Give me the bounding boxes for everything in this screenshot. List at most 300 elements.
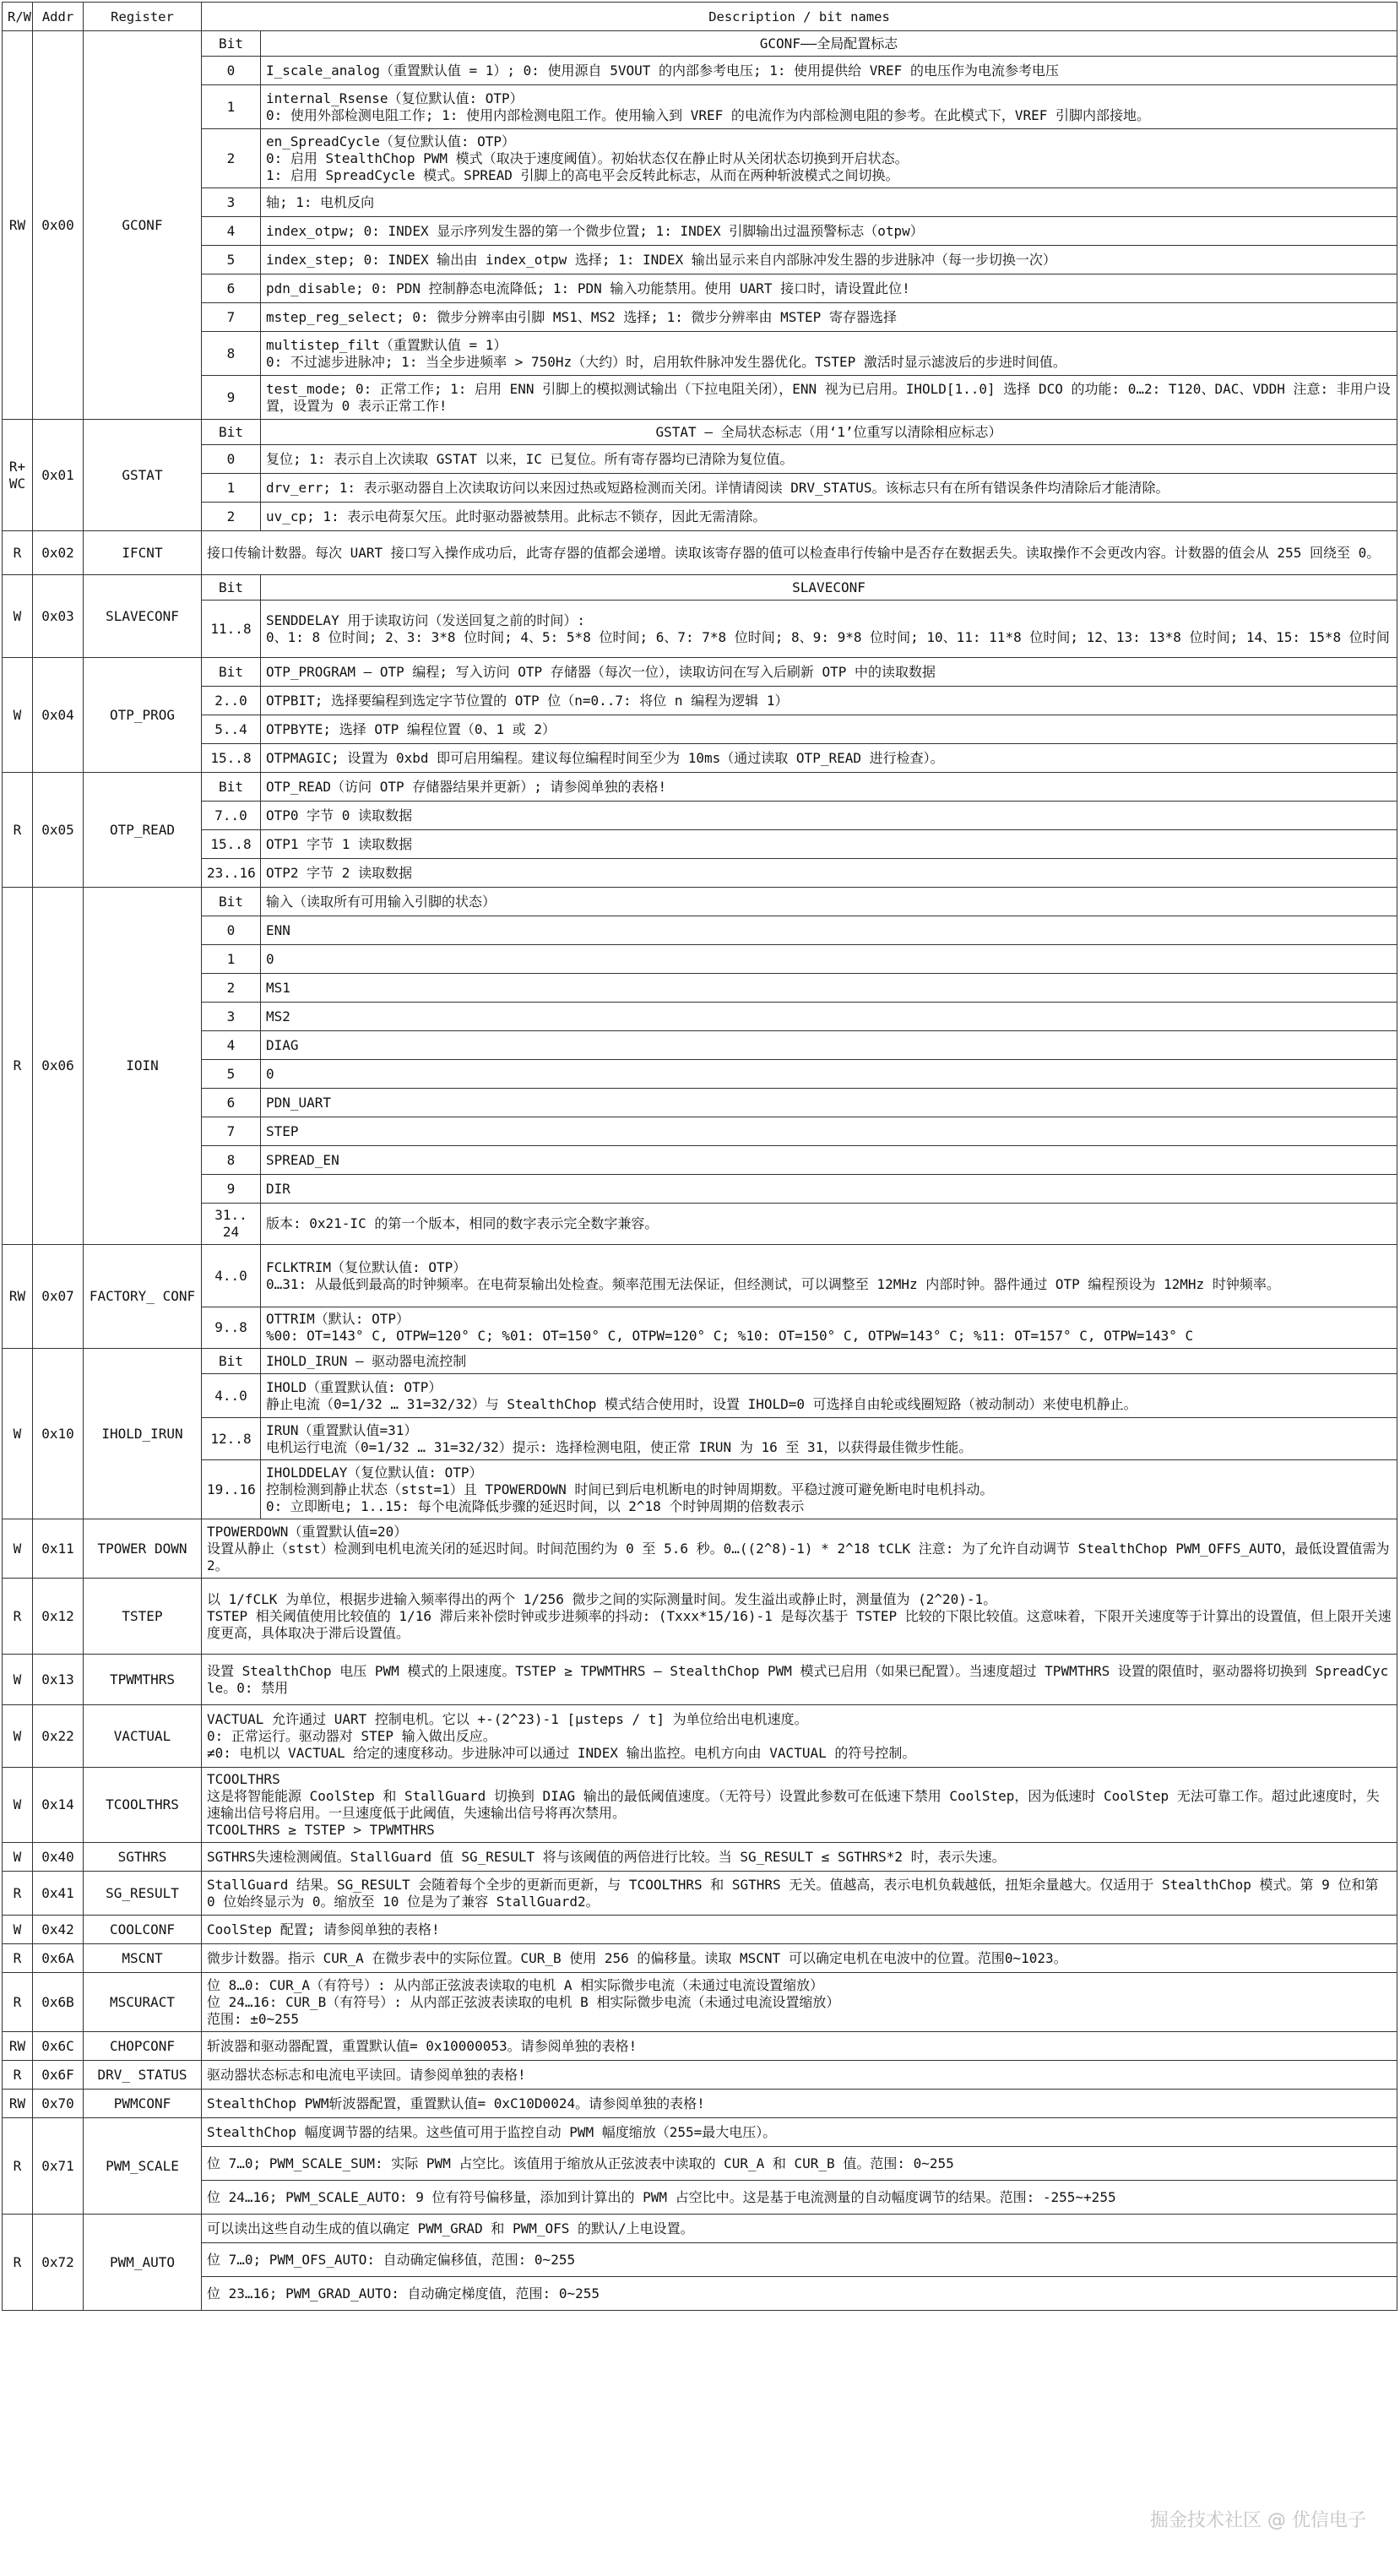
bitfield-row	[3, 129, 1397, 188]
register-description	[202, 1944, 1397, 1973]
bit-cell: 5..4	[202, 715, 261, 744]
description-line: OTTRIM（默认: OTP）	[266, 1311, 410, 1327]
rw-cell: W	[3, 1519, 33, 1579]
description-line: 设置 StealthChop 电压 PWM 模式的上限速度。TSTEP ≥ TPWMTHRS – StealthChop PWM 模式已启用（如果已配置）。当速度超过 TPWMTHRS 设置的限值时，驱动器将切换到 SpreadCycle。0: 禁用	[207, 1662, 1389, 1696]
description-line: OTP_PROGRAM – OTP 编程; 写入访问 OTP 存储器（每次一位），读取访问在写入后刷新 OTP 中的读取数据	[266, 663, 936, 680]
bitfield-row	[3, 376, 1397, 420]
description-line: IHOLD（重置默认值: OTP）	[266, 1378, 442, 1395]
bitfield-description	[261, 744, 1397, 773]
rw-cell: W	[3, 1768, 33, 1843]
bitfield-description	[261, 303, 1397, 332]
description-line: PDN_UART	[266, 1094, 332, 1111]
bitfield-description	[261, 1245, 1397, 1307]
description-line: 静止电流（0=1/32 … 31=32/32）与 StealthChop 模式结合使用时，设置 IHOLD=0 可选择自由轮或线圈短路（被动制动）来使电机静止。	[266, 1395, 1137, 1412]
description-line: OTP1 字节 1 读取数据	[266, 835, 413, 852]
header-register: Register	[84, 3, 202, 31]
register-description	[202, 2032, 1397, 2061]
bitfield-description	[261, 715, 1397, 744]
bitfield-description	[261, 1307, 1397, 1349]
rw-cell: W	[3, 1916, 33, 1944]
register-description	[202, 1973, 1397, 2032]
bit-cell: 1	[202, 85, 261, 129]
description-line: 控制检测到静止状态（stst=1）且 TPOWERDOWN 时间已到后电机断电的时钟周期数。平稳过渡可避免断电时电机抖动。	[266, 1481, 994, 1497]
bit-cell: 0	[202, 445, 261, 474]
rw-cell: R+ WC	[3, 420, 33, 531]
address-cell: 0x13	[33, 1655, 84, 1705]
description-line: 0: 立即断电; 1..15: 每个电流降低步骤的延迟时间，以 2^18 个时钟周期的倍数表示	[266, 1497, 805, 1514]
bitfield-row	[3, 2147, 1397, 2181]
bitfield-row	[3, 974, 1397, 1003]
address-cell: 0x11	[33, 1519, 84, 1579]
rw-cell: R	[3, 2061, 33, 2090]
bit-cell: 2..0	[202, 687, 261, 715]
register-row-gstat	[3, 420, 1397, 445]
bitfield-row	[3, 445, 1397, 474]
register-row-vactual	[3, 1705, 1397, 1768]
bitfield-description	[202, 2181, 1397, 2215]
register-row-pwmconf	[3, 2090, 1397, 2118]
bit-cell: 0	[202, 916, 261, 945]
description-line: StealthChop 幅度调节器的结果。这些值可用于监控自动 PWM 幅度缩放（255=最大电压）。	[207, 2123, 777, 2140]
address-cell: 0x00	[33, 31, 84, 420]
bitfield-row	[3, 916, 1397, 945]
bitfield-row	[3, 217, 1397, 246]
description-line: 这是将智能能源 CoolStep 和 StallGuard 切换到 DIAG 输出的最低阈值速度。（无符号）设置此参数可在低速下禁用 CoolStep，因为低速时 CoolStep 无法可靠工作。超过此速度时，失速输出信号将启用。一旦速度低于此阈值，失速输出信号将再次禁用。	[207, 1788, 1380, 1821]
register-name-cell: TCOOLTHRS	[84, 1768, 202, 1843]
address-cell: 0x6B	[33, 1973, 84, 2032]
header-addr: Addr	[33, 3, 84, 31]
bit-cell: 0	[202, 57, 261, 85]
bitfield-row	[3, 1060, 1397, 1089]
address-cell: 0x71	[33, 2118, 84, 2215]
rw-cell: W	[3, 1705, 33, 1768]
register-name-cell: PWM_AUTO	[84, 2215, 202, 2311]
bitfield-description	[261, 830, 1397, 859]
description-line: 输入（读取所有可用输入引脚的状态）	[266, 893, 497, 910]
description-line: 0: 启用 StealthChop PWM 模式（取决于速度阈值）。初始状态仅在静止时从关闭状态切换到开启状态。	[266, 149, 909, 166]
register-name-cell: OTP_PROG	[84, 658, 202, 773]
address-cell: 0x01	[33, 420, 84, 531]
bitfield-row	[3, 744, 1397, 773]
bitfield-description	[261, 85, 1397, 129]
register-row-mscnt	[3, 1944, 1397, 1973]
register-row-tpower-down	[3, 1519, 1397, 1579]
register-description	[202, 1916, 1397, 1944]
rw-cell: RW	[3, 2090, 33, 2118]
address-cell: 0x6F	[33, 2061, 84, 2090]
description-line: 0: 正常运行。驱动器对 STEP 输入做出反应。	[207, 1727, 497, 1744]
bitfield-description	[261, 474, 1397, 503]
rw-cell: R	[3, 773, 33, 888]
description-line: STEP	[266, 1122, 299, 1139]
description-line: 以 1/fCLK 为单位，根据步进输入频率得出的两个 1/256 微步之间的实际测量时间。发生溢出或静止时，测量值为 (2^20)-1。	[207, 1590, 997, 1607]
bit-header-cell: Bit	[202, 575, 261, 601]
description-line: en_SpreadCycle（复位默认值: OTP）	[266, 133, 516, 149]
register-name-cell: PWMCONF	[84, 2090, 202, 2118]
rw-cell: R	[3, 888, 33, 1245]
description-line: IHOLDDELAY（复位默认值: OTP）	[266, 1464, 483, 1481]
description-line: SENDDELAY 用于读取访问（发送回复之前的时间）:	[266, 611, 585, 628]
description-line: drv_err; 1: 表示驱动器自上次读取访问以来因过热或短路检测而关闭。详情请阅读 DRV_STATUS。该标志只有在所有错误条件均清除后才能清除。	[266, 479, 1169, 496]
bitfield-description	[261, 773, 1397, 802]
register-name-cell: COOLCONF	[84, 1916, 202, 1944]
address-cell: 0x70	[33, 2090, 84, 2118]
address-cell: 0x06	[33, 888, 84, 1245]
rw-cell: R	[3, 1579, 33, 1655]
description-line: 位 24…16; PWM_SCALE_AUTO: 9 位有符号偏移量，添加到计算出的 PWM 占空比中。这是基于电流测量的自动幅度调节的结果。范围: -255~+255	[207, 2188, 1116, 2205]
bit-cell: 9	[202, 376, 261, 420]
register-name-cell: IFCNT	[84, 531, 202, 575]
register-name-cell: GCONF	[84, 31, 202, 420]
register-row-mscuract	[3, 1973, 1397, 2032]
address-cell: 0x40	[33, 1843, 84, 1872]
description-line: MS1	[266, 979, 290, 996]
bit-cell: 31.. 24	[202, 1204, 261, 1245]
bit-cell: 3	[202, 1003, 261, 1031]
description-line: I_scale_analog（重置默认值 = 1）; 0: 使用源自 5VOUT 的内部参考电压; 1: 使用提供给 VREF 的电压作为电流参考电压	[266, 62, 1059, 79]
description-line: pdn_disable; 0: PDN 控制静态电流降低; 1: PDN 输入功能禁用。使用 UART 接口时，请设置此位!	[266, 280, 910, 296]
bit-cell: Bit	[202, 1349, 261, 1374]
bitfield-description	[202, 2147, 1397, 2181]
register-description	[202, 1843, 1397, 1872]
register-row-pwm-auto	[3, 2215, 1397, 2243]
description-line: OTP2 字节 2 读取数据	[266, 864, 413, 881]
description-line: multistep_filt（重置默认值 = 1）	[266, 336, 507, 353]
bitfield-row	[3, 2277, 1397, 2311]
address-cell: 0x42	[33, 1916, 84, 1944]
bitfield-description	[261, 687, 1397, 715]
bitfield-description	[202, 2243, 1397, 2277]
bit-cell: 2	[202, 129, 261, 188]
description-line: ENN	[266, 921, 290, 938]
bitfield-row	[3, 687, 1397, 715]
register-title: GCONF——全局配置标志	[261, 31, 1397, 57]
register-name-cell: FACTORY_ CONF	[84, 1245, 202, 1349]
description-line: 位 23…16; PWM_GRAD_AUTO: 自动确定梯度值，范围: 0~255	[207, 2285, 600, 2302]
bit-cell: 4	[202, 1031, 261, 1060]
register-row-otp-prog	[3, 658, 1397, 687]
description-line: CoolStep 配置; 请参阅单独的表格!	[207, 1921, 440, 1937]
bit-cell: 19..16	[202, 1460, 261, 1519]
bitfield-row	[3, 274, 1397, 303]
register-description	[202, 1579, 1397, 1655]
description-line: OTPBYTE; 选择 OTP 编程位置（0、1 或 2）	[266, 720, 556, 737]
description-line: TSTEP 相关阈值使用比较值的 1/16 滞后来补偿时钟或步进频率的抖动: (Txxx*15/16)-1 是每次基于 TSTEP 比较的下限比较值。这意味着，下限开关速度等于计算出的设置值，但上限开关速度更高，具体取决于滞后设置值。	[207, 1607, 1392, 1641]
bitfield-description	[261, 57, 1397, 85]
register-name-cell: MSCNT	[84, 1944, 202, 1973]
address-cell: 0x05	[33, 773, 84, 888]
description-line: IRUN（重置默认值=31）	[266, 1421, 418, 1438]
register-row-factory-conf	[3, 1245, 1397, 1307]
rw-cell: W	[3, 1349, 33, 1519]
register-name-cell: CHOPCONF	[84, 2032, 202, 2061]
bit-cell: 23..16	[202, 859, 261, 888]
bitfield-description	[261, 859, 1397, 888]
description-line: 轴; 1: 电机反向	[266, 193, 375, 210]
bit-cell: Bit	[202, 773, 261, 802]
register-name-cell: SG_RESULT	[84, 1872, 202, 1916]
register-name-cell: MSCURACT	[84, 1973, 202, 2032]
bitfield-row	[3, 2243, 1397, 2277]
bit-cell: 4..0	[202, 1374, 261, 1418]
register-name-cell: IOIN	[84, 888, 202, 1245]
bitfield-description	[202, 2277, 1397, 2311]
description-line: 接口传输计数器。每次 UART 接口写入操作成功后，此寄存器的值都会递增。读取该寄存器的值可以检查串行传输中是否存在数据丢失。读取操作不会更改内容。计数器的值会从 255 回绕至 0。	[207, 544, 1381, 561]
register-name-cell: SLAVECONF	[84, 575, 202, 658]
register-title: GSTAT – 全局状态标志（用‘1’位重写以清除相应标志）	[261, 420, 1397, 445]
bit-cell: 2	[202, 974, 261, 1003]
description-line: 驱动器状态标志和电流电平读回。请参阅单独的表格!	[207, 2066, 526, 2083]
description-line: 0	[266, 1065, 274, 1082]
description-line: 复位; 1: 表示自上次读取 GSTAT 以来，IC 已复位。所有寄存器均已清除为复位值。	[266, 450, 794, 467]
bitfield-row	[3, 303, 1397, 332]
bitfield-row	[3, 1374, 1397, 1418]
address-cell: 0x03	[33, 575, 84, 658]
register-row-otp-read	[3, 773, 1397, 802]
description-line: 微步计数器。指示 CUR_A 在微步表中的实际位置。CUR_B 使用 256 的偏移量。读取 MSCNT 可以确定电机在电波中的位置。范围0~1023。	[207, 1949, 1067, 1966]
register-row-pwm-scale	[3, 2118, 1397, 2147]
description-line: StallGuard 结果。SG_RESULT 会随着每个全步的更新而更新，与 TCOOLTHRS 和 SGTHRS 无关。值越高，表示电机负载越低，扭矩余量越大。仅适用于 StealthChop 模式。第 9 位和第 0 位始终显示为 0。缩放至 10 位是为了兼容 StallGuard2。	[207, 1876, 1379, 1910]
register-table	[2, 2, 1397, 2311]
description-line: 可以读出这些自动生成的值以确定 PWM_GRAD 和 PWM_OFS 的默认/上电设置。	[207, 2220, 694, 2236]
register-description	[202, 531, 1397, 575]
description-line: VACTUAL 允许通过 UART 控制电机。它以 +-(2^23)-1 [μsteps / t] 为单位给出电机速度。	[207, 1710, 808, 1727]
bitfield-row	[3, 802, 1397, 830]
description-line: 位 8…0: CUR_A（有符号）: 从内部正弦波表读取的电机 A 相实际微步电流（未通过电流设置缩放）	[207, 1976, 824, 1993]
rw-cell: R	[3, 1944, 33, 1973]
description-line: 设置从静止（stst）检测到电机电流关闭的延迟时间。时间范围约为 0 至 5.6 秒。0…((2^8)-1) * 2^18 tCLK 注意: 为了允许自动调节 StealthChop PWM_OFFS_AUTO，最低设置值需为 2。	[207, 1540, 1390, 1573]
description-line: TPOWERDOWN（重置默认值=20）	[207, 1523, 408, 1540]
bitfield-row	[3, 1175, 1397, 1204]
address-cell: 0x6A	[33, 1944, 84, 1973]
bitfield-description	[202, 2215, 1397, 2243]
bitfield-row	[3, 601, 1397, 658]
bitfield-description	[261, 658, 1397, 687]
bitfield-description	[261, 188, 1397, 217]
bit-cell: 7	[202, 1117, 261, 1146]
bitfield-description	[261, 332, 1397, 376]
register-name-cell: IHOLD_IRUN	[84, 1349, 202, 1519]
description-line: 范围: ±0~255	[207, 2010, 300, 2027]
bitfield-description	[261, 217, 1397, 246]
bitfield-row	[3, 1418, 1397, 1460]
description-line: StealthChop PWM斩波器配置，重置默认值= 0xC10D0024。请参阅单独的表格!	[207, 2095, 705, 2111]
bit-header-cell: Bit	[202, 31, 261, 57]
bitfield-row	[3, 57, 1397, 85]
description-line: SGTHRS失速检测阈值。StallGuard 值 SG_RESULT 将与该阈值的两倍进行比较。当 SG_RESULT ≤ SGTHRS*2 时，表示失速。	[207, 1848, 1006, 1865]
description-line: index_otpw; 0: INDEX 显示序列发生器的第一个微步位置; 1: INDEX 引脚输出过温预警标志（otpw）	[266, 222, 924, 239]
register-description	[202, 1768, 1397, 1843]
register-name-cell: PWM_SCALE	[84, 2118, 202, 2215]
description-line: test_mode; 0: 正常工作; 1: 启用 ENN 引脚上的模拟测试输出（下拉电阻关闭），ENN 视为已启用。IHOLD[1..0] 选择 DCO 的功能: 0…2: T120、DAC、VDDH 注意: 非用户设置，设置为 0 表示正常工作!	[266, 380, 1391, 414]
description-line: 电机运行电流（0=1/32 … 31=32/32）提示: 选择检测电阻，使正常 IRUN 为 16 至 31，以获得最佳微步性能。	[266, 1438, 973, 1455]
register-row-ioin	[3, 888, 1397, 916]
bit-cell: 9..8	[202, 1307, 261, 1349]
bitfield-description	[261, 1117, 1397, 1146]
register-description	[202, 2061, 1397, 2090]
address-cell: 0x14	[33, 1768, 84, 1843]
bitfield-row	[3, 1460, 1397, 1519]
description-line: TCOOLTHRS ≥ TSTEP > TPWMTHRS	[207, 1822, 435, 1838]
bit-cell: 8	[202, 332, 261, 376]
bitfield-description	[261, 1089, 1397, 1117]
description-line: 位 24…16: CUR_B（有符号）: 从内部正弦波表读取的电机 B 相实际微步电流（未通过电流设置缩放）	[207, 1993, 840, 2010]
bitfield-description	[261, 888, 1397, 916]
register-row-coolconf	[3, 1916, 1397, 1944]
bit-cell: 6	[202, 274, 261, 303]
bitfield-row	[3, 715, 1397, 744]
bitfield-description	[261, 246, 1397, 274]
address-cell: 0x07	[33, 1245, 84, 1349]
bit-cell: Bit	[202, 888, 261, 916]
description-line: index_step; 0: INDEX 输出由 index_otpw 选择; 1: INDEX 输出显示来自内部脉冲发生器的步进脉冲（每一步切换一次）	[266, 251, 1056, 268]
description-line: 1: 启用 SpreadCycle 模式。SPREAD 引脚上的高电平会反转此标志，从而在两种斩波模式之间切换。	[266, 166, 899, 183]
description-line: OTPBIT; 选择要编程到选定字节位置的 OTP 位（n=0..7: 将位 n 编程为逻辑 1）	[266, 692, 789, 709]
register-description	[202, 1519, 1397, 1579]
watermark: 掘金技术社区 @ 优信电子	[1150, 2510, 1366, 2531]
register-name-cell: GSTAT	[84, 420, 202, 531]
register-row-ihold-irun	[3, 1349, 1397, 1374]
description-line: 位 7…0; PWM_OFS_AUTO: 自动确定偏移值，范围: 0~255	[207, 2251, 576, 2268]
bitfield-description	[261, 1003, 1397, 1031]
bit-cell: 12..8	[202, 1418, 261, 1460]
bit-cell: 4..0	[202, 1245, 261, 1307]
bitfield-description	[202, 2118, 1397, 2147]
description-line: 0、1: 8 位时间; 2、3: 3*8 位时间; 4、5: 5*8 位时间; 6、7: 7*8 位时间; 8、9: 9*8 位时间; 10、11: 11*8 位时间; 12、13: 13*8 位时间; 14、15: 15*8 位时间	[266, 628, 1390, 645]
bit-cell: 2	[202, 503, 261, 531]
register-row-sgthrs	[3, 1843, 1397, 1872]
register-row-tpwmthrs	[3, 1655, 1397, 1705]
bitfield-description	[261, 1349, 1397, 1374]
description-line: %00: OT=143° C, OTPW=120° C; %01: OT=150° C, OTPW=120° C; %10: OT=150° C, OTPW=143° C; %11: OT=157° C, OTPW=143° C	[266, 1328, 1194, 1344]
description-line: MS2	[266, 1008, 290, 1024]
description-line: OTP_READ（访问 OTP 存储器结果并更新）; 请参阅单独的表格!	[266, 778, 667, 795]
bitfield-row	[3, 246, 1397, 274]
bitfield-description	[261, 274, 1397, 303]
bitfield-description	[261, 1374, 1397, 1418]
rw-cell: W	[3, 575, 33, 658]
rw-cell: R	[3, 2215, 33, 2311]
bitfield-description	[261, 1175, 1397, 1204]
register-row-ifcnt	[3, 531, 1397, 575]
bit-cell: Bit	[202, 658, 261, 687]
register-description	[202, 1655, 1397, 1705]
description-line: internal_Rsense（复位默认值: OTP）	[266, 90, 524, 106]
bitfield-description	[261, 1031, 1397, 1060]
register-name-cell: VACTUAL	[84, 1705, 202, 1768]
bitfield-description	[261, 1204, 1397, 1245]
description-line: mstep_reg_select; 0: 微步分辨率由引脚 MS1、MS2 选择; 1: 微步分辨率由 MSTEP 寄存器选择	[266, 308, 897, 325]
description-line: IHOLD_IRUN – 驱动器电流控制	[266, 1352, 467, 1369]
register-row-drv-status	[3, 2061, 1397, 2090]
bit-cell: 7	[202, 303, 261, 332]
description-line: uv_cp; 1: 表示电荷泵欠压。此时驱动器被禁用。此标志不锁存，因此无需清除。	[266, 508, 767, 524]
rw-cell: W	[3, 1843, 33, 1872]
bitfield-description	[261, 974, 1397, 1003]
description-line: OTP0 字节 0 读取数据	[266, 807, 413, 823]
register-description	[202, 1872, 1397, 1916]
description-line: 0	[266, 950, 274, 967]
register-title: SLAVECONF	[261, 575, 1397, 601]
register-row-tcoolthrs	[3, 1768, 1397, 1843]
bitfield-row	[3, 945, 1397, 974]
bit-cell: 8	[202, 1146, 261, 1175]
bitfield-description	[261, 1418, 1397, 1460]
description-line: DIAG	[266, 1036, 299, 1053]
bit-cell: 5	[202, 1060, 261, 1089]
description-line: 版本: 0x21-IC 的第一个版本，相同的数字表示完全数字兼容。	[266, 1215, 659, 1231]
bitfield-description	[261, 802, 1397, 830]
rw-cell: R	[3, 1973, 33, 2032]
address-cell: 0x02	[33, 531, 84, 575]
bitfield-row	[3, 474, 1397, 503]
description-line: 0: 不过滤步进脉冲; 1: 当全步进频率 > 750Hz（大约）时，启用软件脉冲发生器优化。TSTEP 激活时显示滤波后的步进时间值。	[266, 353, 1066, 370]
register-row-gconf	[3, 31, 1397, 57]
register-description	[202, 1705, 1397, 1768]
bitfield-row	[3, 1089, 1397, 1117]
register-name-cell: TPOWER DOWN	[84, 1519, 202, 1579]
bit-cell: 3	[202, 188, 261, 217]
rw-cell: RW	[3, 1245, 33, 1349]
description-line: 0: 使用外部检测电阻工作; 1: 使用内部检测电阻工作。使用输入到 VREF 的电流作为内部检测电阻的参考。在此模式下，VREF 引脚内部接地。	[266, 106, 1151, 123]
register-name-cell: DRV_ STATUS	[84, 2061, 202, 2090]
bit-cell: 5	[202, 246, 261, 274]
register-name-cell: TSTEP	[84, 1579, 202, 1655]
register-rows	[3, 31, 1397, 2311]
register-row-sg-result	[3, 1872, 1397, 1916]
bitfield-row	[3, 1307, 1397, 1349]
bitfield-row	[3, 1146, 1397, 1175]
bitfield-row	[3, 859, 1397, 888]
description-line: SPREAD_EN	[266, 1151, 339, 1168]
bitfield-description	[261, 1460, 1397, 1519]
bitfield-description	[261, 945, 1397, 974]
bit-header-cell: Bit	[202, 420, 261, 445]
bitfield-row	[3, 1003, 1397, 1031]
address-cell: 0x22	[33, 1705, 84, 1768]
rw-cell: R	[3, 1872, 33, 1916]
bitfield-description	[261, 376, 1397, 420]
bitfield-description	[261, 445, 1397, 474]
bitfield-row	[3, 188, 1397, 217]
bitfield-row	[3, 503, 1397, 531]
bitfield-row	[3, 85, 1397, 129]
description-line: TCOOLTHRS	[207, 1771, 280, 1787]
bit-cell: 1	[202, 474, 261, 503]
address-cell: 0x41	[33, 1872, 84, 1916]
bitfield-description	[261, 129, 1397, 188]
description-line: 位 7…0; PWM_SCALE_SUM: 实际 PWM 占空比。该值用于缩放从正弦波表中读取的 CUR_A 和 CUR_B 值。范围: 0~255	[207, 2155, 954, 2171]
bitfield-description	[261, 1146, 1397, 1175]
register-row-slaveconf	[3, 575, 1397, 601]
register-description	[202, 2090, 1397, 2118]
address-cell: 0x72	[33, 2215, 84, 2311]
table-header-row	[3, 3, 1397, 31]
header-rw: R/W	[3, 3, 33, 31]
rw-cell: W	[3, 658, 33, 773]
rw-cell: RW	[3, 2032, 33, 2061]
register-row-chopconf	[3, 2032, 1397, 2061]
bitfield-row	[3, 1117, 1397, 1146]
bit-cell: 15..8	[202, 830, 261, 859]
bit-cell: 7..0	[202, 802, 261, 830]
description-line: ≠0: 电机以 VACTUAL 给定的速度移动。步进脉冲可以通过 INDEX 输出监控。电机方向由 VACTUAL 的符号控制。	[207, 1744, 916, 1761]
bitfield-row	[3, 2181, 1397, 2215]
bitfield-description	[261, 601, 1397, 658]
address-cell: 0x12	[33, 1579, 84, 1655]
address-cell: 0x10	[33, 1349, 84, 1519]
bit-cell: 1	[202, 945, 261, 974]
